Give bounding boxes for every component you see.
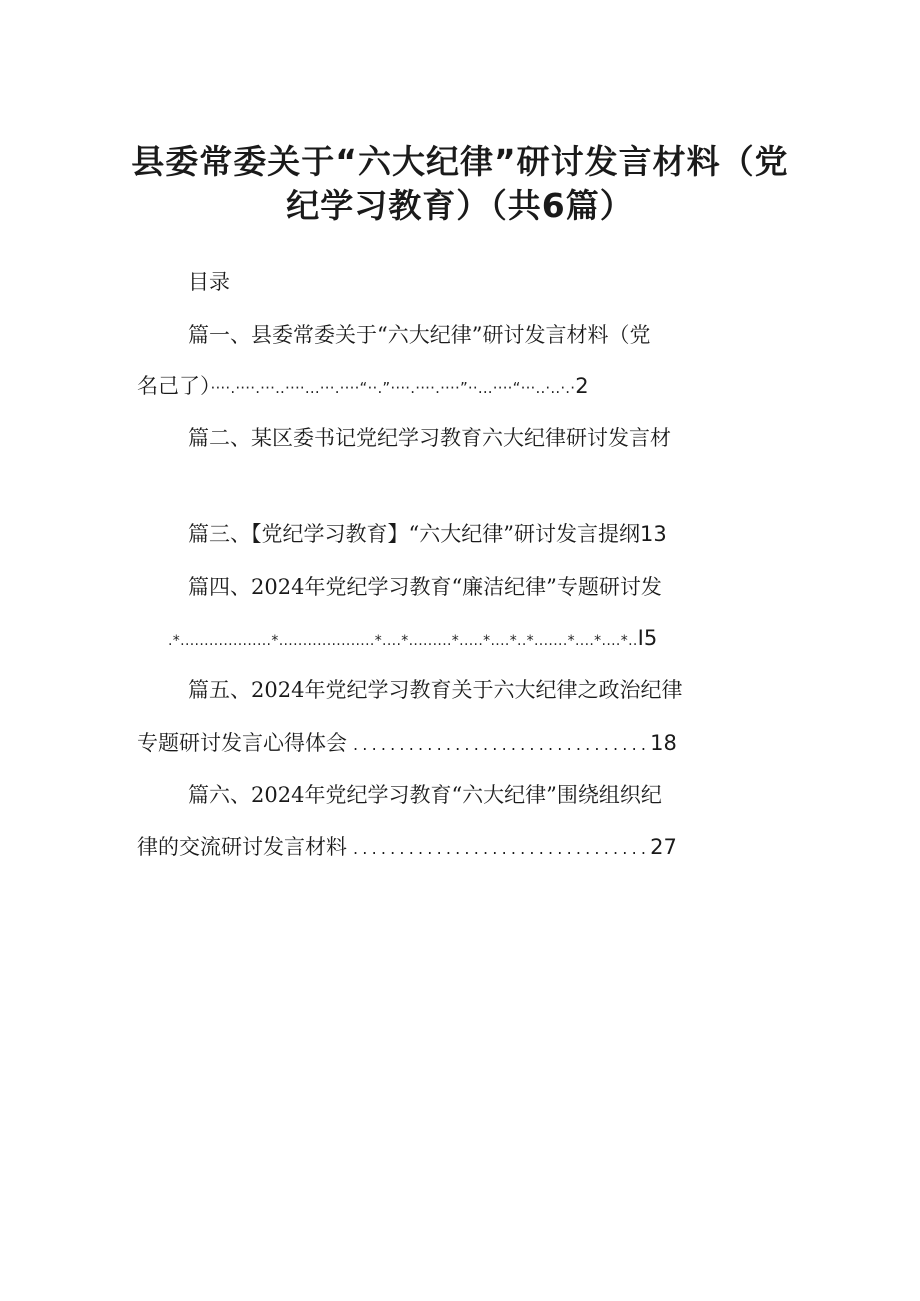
toc-entry-6-text: 律的交流研讨发言材料: [137, 835, 347, 859]
toc-entry-4-page: I5: [637, 626, 658, 650]
toc-entry-1-leader: ····.····.···..····...···.····“··.”····.····.····”··...····“···..·..·.·: [210, 379, 576, 397]
toc-entry-1-line-1[interactable]: 篇一、县委常委关于“六大纪律”研讨发言材料（党: [188, 323, 651, 347]
toc-label: 目录: [188, 270, 230, 294]
toc-entry-6-leader: ................................: [353, 839, 651, 858]
toc-entry-4-line-2[interactable]: [168, 623, 657, 656]
toc-entry-3-page: 13: [639, 522, 667, 546]
toc-entry-6-page: 27: [650, 835, 677, 859]
toc-entry-3-text: 篇三、【党纪学习教育】“六大纪律”研讨发言提纲: [188, 522, 640, 546]
toc-entry-5-page: 18: [650, 731, 677, 755]
toc-entry-5-text: 专题研讨发言心得体会: [137, 731, 347, 755]
toc-entry-1-text: 名己了）: [137, 374, 211, 398]
toc-entry-1-page: 2: [575, 374, 589, 398]
toc-entry-2-line-1[interactable]: 篇二、某区委书记党纪学习教育六大纪律研讨发言材: [188, 426, 671, 450]
toc-entry-6-line-2[interactable]: [137, 832, 677, 864]
document-title-line-1: 县委常委关于“六大纪律”研讨发言材料（党: [131, 142, 789, 181]
document-title-line-2: 纪学习教育）（共6篇）: [286, 186, 634, 225]
toc-entry-6-line-1[interactable]: 篇六、2024年党纪学习教育“六大纪律”围绕组织纪: [188, 783, 662, 807]
toc-entry-5-line-1[interactable]: 篇五、2024年党纪学习教育关于六大纪律之政治纪律: [188, 678, 683, 702]
toc-entry-4-leader: .*...................*....................*....*.........*.....*....*..*.......*....*....*..: [168, 633, 638, 649]
toc-entry-5-leader: ................................: [353, 735, 651, 754]
toc-entry-4-line-1[interactable]: 篇四、2024年党纪学习教育“廉洁纪律”专题研讨发: [188, 575, 662, 599]
toc-entry-5-line-2[interactable]: [137, 728, 677, 760]
toc-entry-1-line-2[interactable]: [137, 371, 589, 403]
toc-entry-3-line-1[interactable]: [188, 519, 667, 549]
